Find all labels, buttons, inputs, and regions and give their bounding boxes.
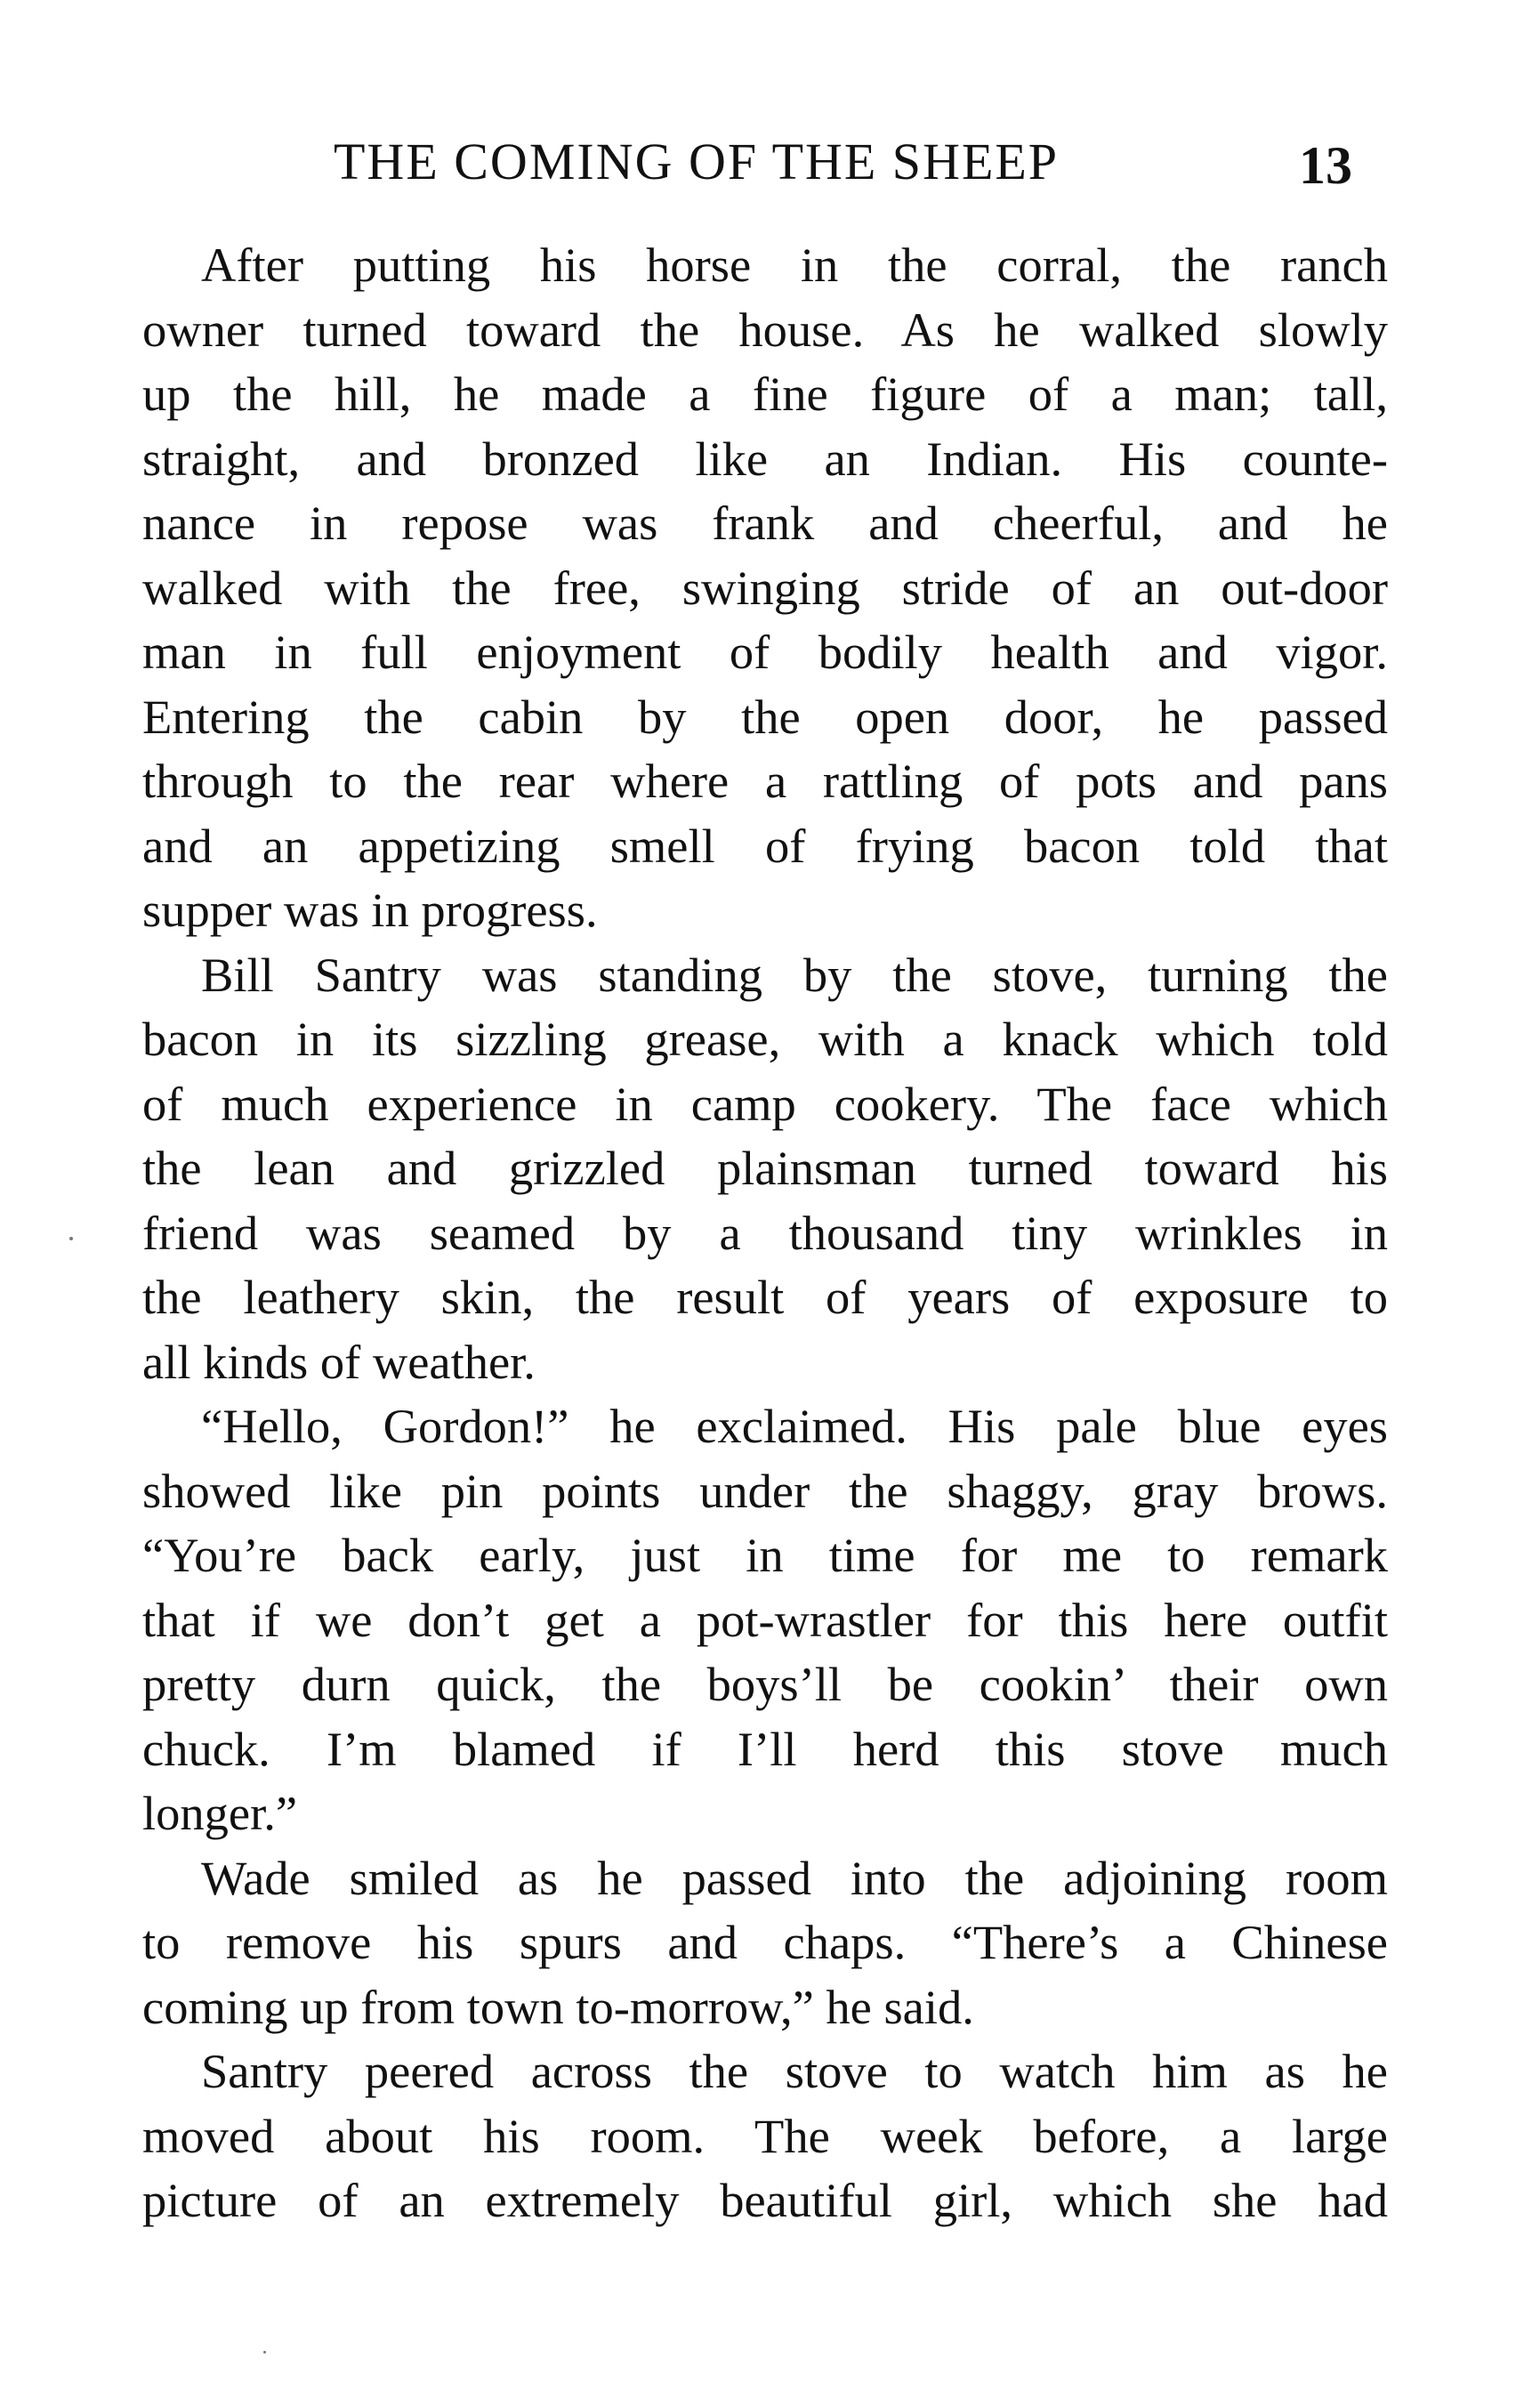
- text-line: “You’re back early, just in time for me to remark: [142, 1528, 1388, 1582]
- running-head: [142, 132, 1388, 203]
- text-line: pretty durn quick, the boys’ll be cookin’ their own: [142, 1657, 1388, 1711]
- text-line: Santry peered across the stove to watch him as he: [201, 2044, 1388, 2098]
- text-line: moved about his room. The week before, a large: [142, 2108, 1388, 2163]
- text-line: Entering the cabin by the open door, he passed: [142, 689, 1388, 744]
- text-line: longer.”: [142, 1786, 298, 1840]
- page-number: 13: [1299, 136, 1352, 195]
- text-line: supper was in progress.: [142, 883, 598, 937]
- text-line: nance in repose was frank and cheerful, and he: [142, 496, 1388, 550]
- text-line: the leathery skin, the result of years of exposure to: [142, 1270, 1388, 1324]
- text-line: Bill Santry was standing by the stove, turning the: [201, 947, 1388, 1002]
- text-line: that if we don’t get a pot-wrastler for this here outfit: [142, 1592, 1388, 1647]
- text-line: picture of an extremely beautiful girl, which she had: [142, 2173, 1388, 2227]
- margin-speck: [69, 1237, 73, 1240]
- text-line: and an appetizing smell of frying bacon told that: [142, 818, 1388, 873]
- text-line: bacon in its sizzling grease, with a knack which told: [142, 1012, 1388, 1066]
- text-line: of much experience in camp cookery. The face which: [142, 1076, 1388, 1131]
- text-line: chuck. I’m blamed if I’ll herd this stove much: [142, 1721, 1388, 1776]
- paragraph: [142, 1394, 1388, 1846]
- margin-speck: [263, 2351, 266, 2354]
- text-line: through to the rear where a rattling of pots and pans: [142, 754, 1388, 808]
- text-line: owner turned toward the house. As he walked slowly: [142, 302, 1388, 357]
- text-line: showed like pin points under the shaggy, gray brows.: [142, 1463, 1388, 1518]
- text-line: “Hello, Gordon!” he exclaimed. His pale blue eyes: [201, 1399, 1388, 1453]
- text-line: friend was seamed by a thousand tiny wrinkles in: [142, 1205, 1388, 1260]
- text-line: Wade smiled as he passed into the adjoining room: [201, 1850, 1388, 1905]
- text-line: man in full enjoyment of bodily health and vigor.: [142, 625, 1388, 679]
- paragraph: [142, 233, 1388, 943]
- body-text: [142, 233, 1388, 2233]
- text-line: all kinds of weather.: [142, 1334, 536, 1389]
- text-line: to remove his spurs and chaps. “There’s a Chinese: [142, 1915, 1388, 1969]
- running-title: THE COMING OF THE SHEEP: [334, 133, 1060, 190]
- text-line: up the hill, he made a fine figure of a man; tall,: [142, 367, 1388, 421]
- paragraph: [142, 2039, 1388, 2233]
- text-line: After putting his horse in the corral, the ranch: [201, 238, 1388, 292]
- paragraph: [142, 943, 1388, 1395]
- text-line: coming up from town to-morrow,” he said.: [142, 1979, 974, 2034]
- text-line: walked with the free, swinging stride of an out-door: [142, 560, 1388, 615]
- text-line: the lean and grizzled plainsman turned toward his: [142, 1141, 1388, 1195]
- paragraph: [142, 1846, 1388, 2040]
- text-line: straight, and bronzed like an Indian. His counte-: [142, 431, 1388, 486]
